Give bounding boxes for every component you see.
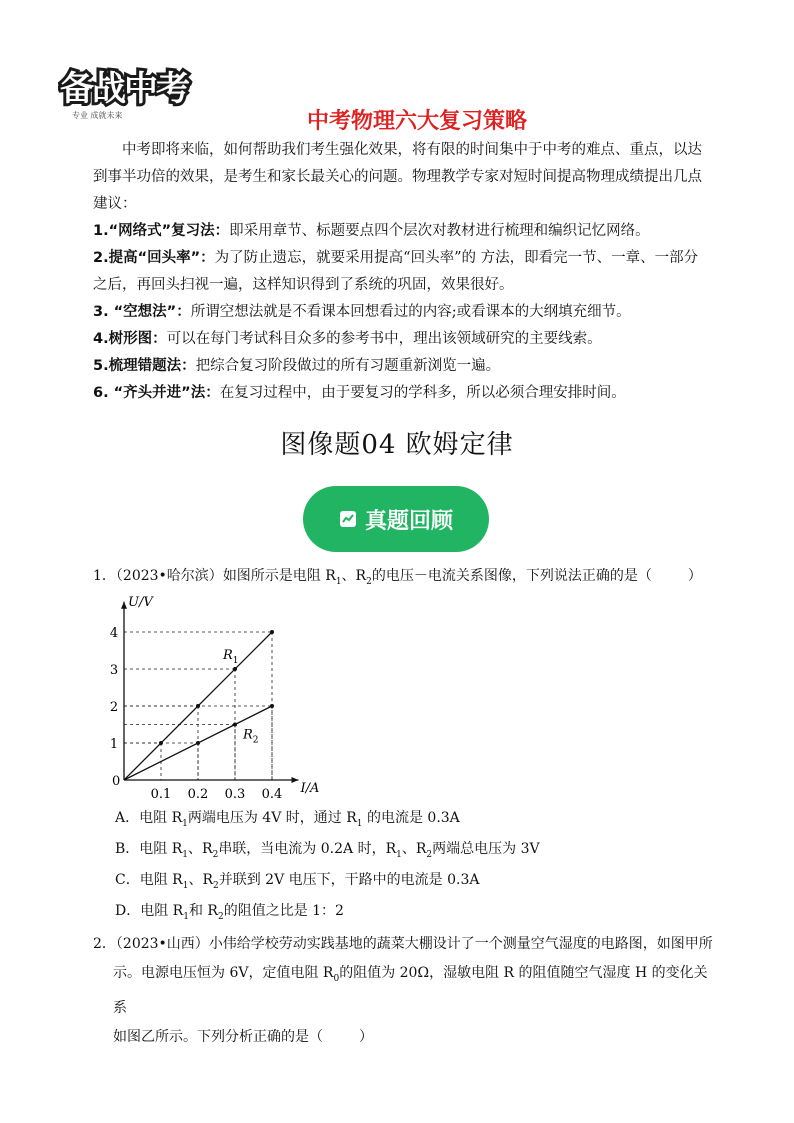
option-letter: D．: [115, 903, 141, 919]
tip-text: 把综合复习阶段做过的所有习题重新浏览一遍。: [195, 358, 501, 374]
q2-text: 小伟给学校劳动实践基地的蔬菜大棚设计了一个测量空气湿度的电路图，如图甲所: [208, 936, 713, 952]
y-tick-label: 1: [109, 737, 119, 752]
section-title: 图像题04 欧姆定律: [280, 430, 514, 460]
q1-stem-sub2: 2: [366, 576, 372, 587]
q1-stem-c: 的电压－电流关系图像，下列说法正确的是（: [371, 568, 652, 584]
origin-label: 0: [112, 774, 121, 789]
y-axis-label: U/V: [128, 594, 153, 610]
q1-stem-end: ）: [687, 568, 702, 584]
tips-list: [93, 218, 705, 407]
intro-paragraph: 中考即将来临，如何帮助我们考生强化效果，将有限的时间集中于中考的难点、重点，以达到事半功倍的效果，是考生和家长最关心的问题。物理教学专家对短时间提高物理成绩提出几点建议：: [93, 142, 702, 212]
option-text: 的电流是 0.3A: [362, 810, 460, 826]
y-tick-label: 3: [109, 663, 119, 678]
q2-text: ）: [359, 1028, 373, 1045]
option-sub: 1: [182, 818, 188, 829]
option-letter: B．: [115, 841, 140, 857]
option-text: 两端总电压为 3V: [432, 841, 540, 857]
q1-stem-sub1: 1: [335, 576, 342, 587]
x-axis-arrow: [292, 777, 299, 783]
y-axis-arrow: [121, 602, 127, 609]
x-axis-label: I/A: [300, 781, 320, 796]
tip-item: [93, 353, 705, 380]
q1-number: 1．: [93, 568, 116, 584]
main-title: 中考物理六大复习策略: [306, 109, 527, 134]
tip-item: [93, 326, 705, 353]
x-tick-label: 0.1: [150, 787, 172, 800]
option-text: 并联到 2V 电压下，干路中的电流是 0.3A: [218, 872, 480, 888]
option-letter: A．: [115, 810, 140, 826]
data-point-R2: [196, 741, 200, 745]
tip-item: [93, 299, 705, 326]
ui-graph: [100, 590, 340, 800]
option-sub: 2: [426, 849, 433, 860]
series-label-R1: $R_1$: [223, 648, 239, 666]
q2-line-3: [93, 1023, 713, 1052]
tip-label: 5.梳理错题法：: [93, 358, 196, 374]
x-tick-label: 0.4: [261, 787, 283, 800]
badge-label: 真题回顾: [364, 508, 453, 534]
option-sub: 1: [182, 849, 189, 860]
data-point-R2: [270, 704, 274, 708]
q2-text: 的阻值为 20Ω，湿敏电阻 R 的阻值随空气湿度 H 的变化关系: [113, 965, 708, 1016]
q2-text: 如图乙所示。下列分析正确的是（: [113, 1028, 323, 1045]
q2-text: 示。电源电压恒为 6V，定值电阻 R: [113, 965, 334, 981]
option-text: 的阻值之比是 1：2: [223, 903, 344, 919]
option-sub: 2: [212, 849, 219, 860]
tip-label: 3. “空想法”：: [93, 304, 191, 320]
option-letter: C．: [115, 872, 140, 888]
tip-label: 2.提高“回头率”：: [93, 250, 215, 266]
tip-label: 4.树形图：: [93, 331, 167, 347]
q1-stem-b: 、R: [341, 568, 367, 584]
tip-text: 可以在每门考试科目众多的参考书中，理出该领域研究的主要线索。: [166, 331, 602, 347]
option-text: 两端电压为 4V 时，通过 R: [187, 810, 357, 826]
option-d[interactable]: [115, 896, 675, 927]
q2-line-2: [93, 959, 713, 1023]
q2-sub: 0: [333, 973, 340, 984]
x-tick-label: 0.3: [224, 787, 246, 800]
tip-text: 在复习过程中，由于要复习的学科多，所以必须合理安排时间。: [219, 385, 626, 401]
tip-label: 1.“网络式”复习法：: [93, 223, 230, 239]
option-a[interactable]: [115, 803, 675, 834]
option-text: 、R: [188, 872, 213, 888]
x-tick-label: 0.2: [187, 787, 209, 800]
option-sub: 2: [213, 880, 219, 891]
option-text: 电阻 R: [139, 872, 183, 888]
option-sub: 2: [217, 911, 224, 922]
q1-source: （2023•哈尔滨）: [115, 568, 223, 584]
tip-label: 6. “齐头并进”法：: [93, 385, 220, 401]
data-point-R1: [196, 704, 200, 708]
option-sub: 1: [183, 911, 189, 922]
option-sub: 1: [182, 880, 189, 891]
y-tick-label: 2: [109, 700, 119, 715]
tip-text: 所谓空想法就是不看课本回想看过的内容;或看课本的大纲填充细节。: [190, 304, 631, 320]
option-text: 、R: [401, 841, 427, 857]
option-sub: 1: [356, 818, 363, 829]
question-2: [93, 930, 713, 1052]
q1-stem-a: 如图所示是电阻 R: [222, 568, 336, 584]
option-text: 电阻 R: [140, 903, 184, 919]
data-point-R1: [159, 741, 163, 745]
q2-line-1: [93, 930, 713, 959]
logo-text: 备战中考: [60, 69, 188, 109]
series-label-R2: $R_2$: [243, 727, 259, 746]
option-text: 电阻 R: [139, 841, 183, 857]
chart-trend-icon: [339, 510, 357, 528]
option-c[interactable]: [115, 865, 675, 896]
tip-item: [93, 245, 705, 299]
y-tick-label: 4: [109, 626, 119, 641]
q2-source: （2023•山西）: [115, 936, 209, 952]
review-badge: [303, 486, 489, 552]
option-text: 和 R: [188, 903, 218, 919]
tip-text: 为了防止遗忘，就要采用提高“回头率”的 方法，即看完一节、一章、一部分之后，再回头扫视一遍，这样知识得到了系统的巩固，效果很好。: [93, 250, 699, 293]
tip-item: [93, 218, 705, 245]
data-point-R2: [233, 723, 237, 727]
q1-options: [115, 803, 675, 927]
tip-text: 即采用章节、标题要点四个层次对教材进行梳理和编织记忆网络。: [229, 223, 650, 239]
option-text: 、R: [188, 841, 213, 857]
tip-item: [93, 380, 705, 407]
option-text: 串联，当电流为 0.2A 时，R: [218, 841, 397, 857]
option-sub: 1: [396, 849, 402, 860]
data-point-R1: [270, 630, 274, 634]
option-text: 电阻 R: [139, 810, 183, 826]
data-point-R1: [233, 667, 237, 671]
option-b[interactable]: [115, 834, 675, 865]
logo-subtext: 专业 成就未来: [72, 111, 123, 120]
q2-number: 2．: [93, 936, 116, 952]
